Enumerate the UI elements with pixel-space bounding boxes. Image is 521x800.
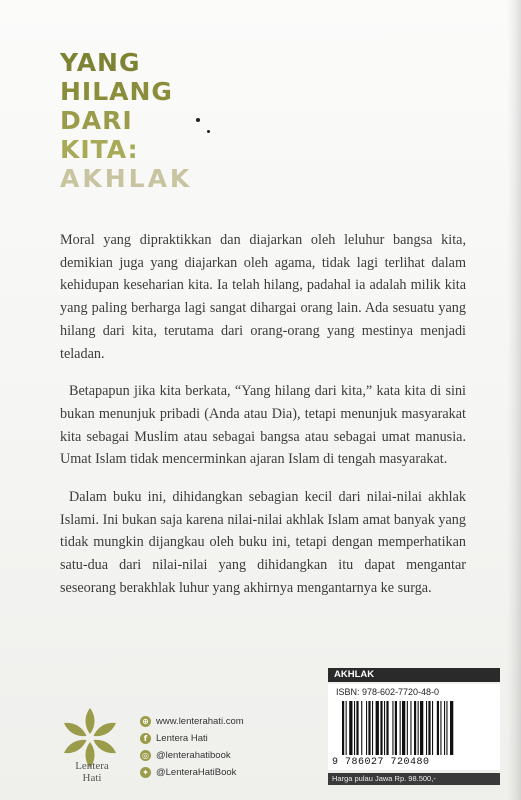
logo-wordmark	[62, 760, 122, 784]
isbn-text: ISBN: 978-602-7720-48-0	[336, 687, 440, 697]
category-label: AKHLAK	[328, 668, 500, 682]
print-speck	[207, 130, 210, 133]
contact-website	[140, 713, 244, 730]
book-title	[60, 48, 192, 193]
barcode-area	[328, 684, 500, 770]
title-line-1: YANG	[60, 48, 141, 77]
contact-instagram-text: @lenterahatibook	[156, 750, 231, 761]
contact-twitter	[140, 764, 244, 781]
publisher-contacts	[140, 713, 244, 781]
logo-text-line-2: Hati	[82, 772, 102, 784]
barcode-icon	[342, 701, 492, 757]
contact-facebook-text: Lentera Hati	[156, 733, 208, 744]
barcode-digits: 9 786027 720480	[332, 757, 430, 768]
blurb-paragraph-3: Dalam buku ini, dihidangkan sebagian kecil dari nilai-nilai akhlak Islami. Ini bukan saja karena nilai-nilai akhlak Islam amat banyak yang tidak mungkin dijangkau oleh buku ini, tetapi dengan memperhatikan satu-dua dari nilai-nilai yang dihidangkan itu dapat mengantar seseorang berakhlak luhur yang akhirnya mengantarnya ke surga.	[60, 489, 466, 596]
title-line-4: KITA:	[60, 135, 139, 164]
cover-edge-shadow	[507, 0, 521, 800]
contact-instagram	[140, 747, 244, 764]
print-speck	[196, 118, 200, 122]
logo-text-line-1: Lentera	[75, 760, 109, 772]
blurb-paragraph-1: Moral yang dipraktikkan dan diajarkan oleh leluhur bangsa kita, demikian juga yang diajarkan oleh agama, tidak lagi terlihat dalam kehidupan keseharian kita. Ia telah hilang, padahal ia adalah milik kita yang paling berharga lagi sangat dihargai orang lain. Ada sesuatu yang hilang dari kita, terutama dari orang-orang yang mestinya menjadi teladan.	[60, 232, 466, 362]
contact-twitter-text: @LenteraHatiBook	[156, 767, 237, 778]
globe-icon: ⊕	[140, 716, 151, 727]
blurb-text	[60, 229, 466, 615]
contact-facebook	[140, 730, 244, 747]
price-label: Harga pulau Jawa Rp. 98.500,-	[328, 773, 500, 785]
facebook-icon: f	[140, 733, 151, 744]
contact-website-text: www.lenterahati.com	[156, 716, 244, 727]
blurb-paragraph-2: Betapapun jika kita berkata, “Yang hilang dari kita,” kata kita di sini bukan menunjuk pribadi (Anda atau Dia), tetapi menunjuk masyarakat kita sebagai Muslim atau sebagai bangsa atau sebagai umat manusia. Umat Islam tidak mencerminkan ajaran Islam di tengah masyarakat.	[60, 383, 466, 468]
title-line-5: AKHLAK	[60, 164, 193, 193]
barcode-panel	[328, 668, 500, 783]
twitter-icon: ✦	[140, 767, 151, 778]
title-line-3: DARI	[60, 106, 133, 135]
title-line-2: HILANG	[60, 77, 173, 106]
instagram-icon: ◎	[140, 750, 151, 761]
